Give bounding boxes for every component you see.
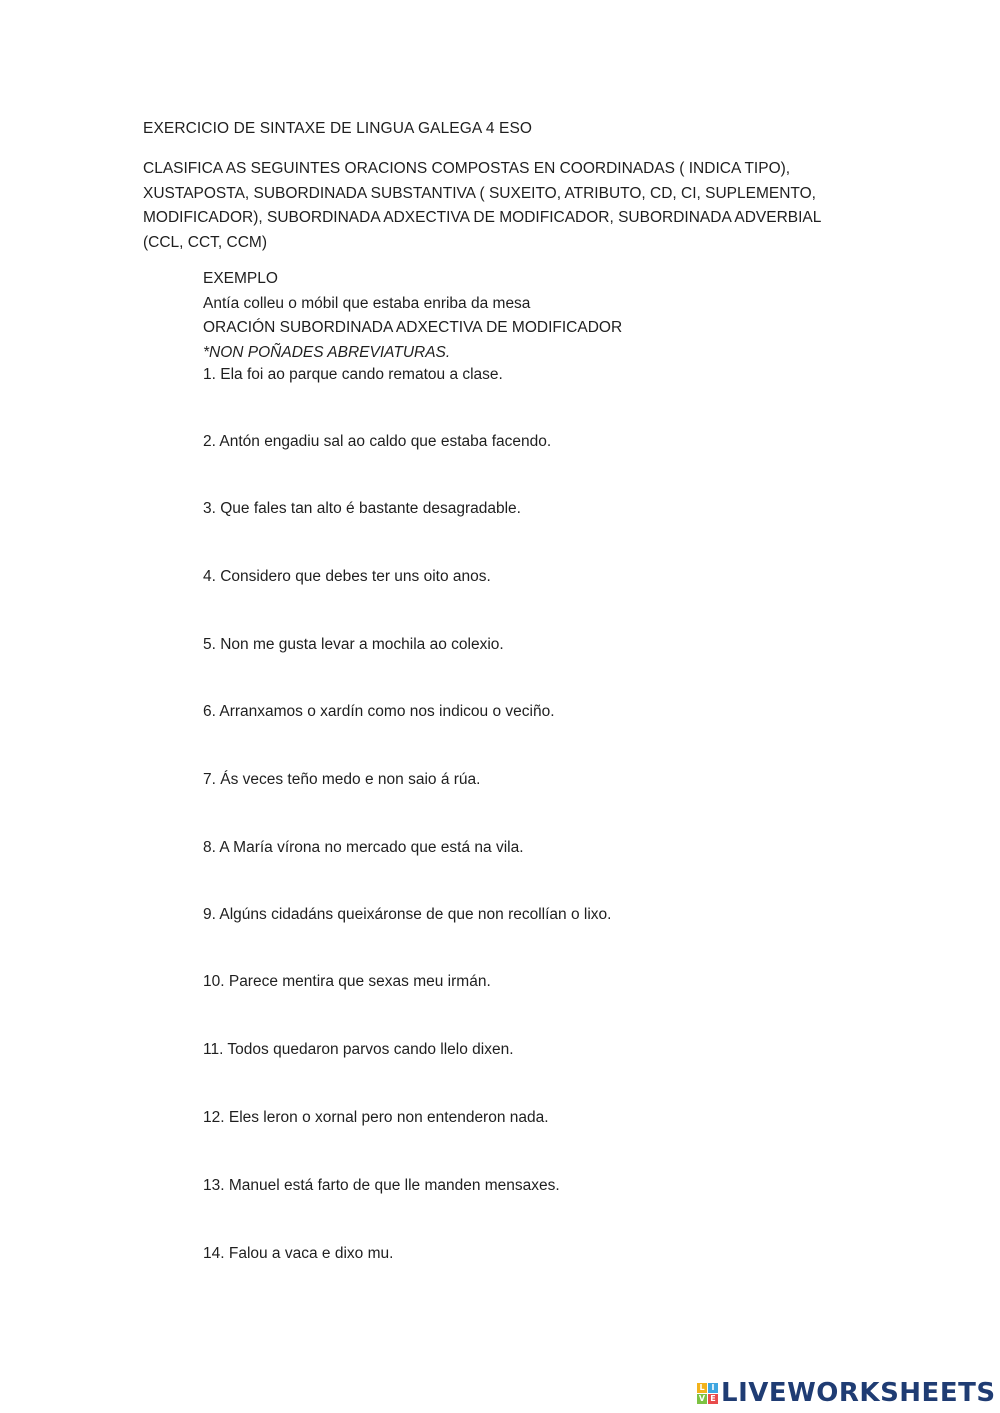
exercise-item: 2. Antón engadiu sal ao caldo que estaba facendo. [203,433,552,450]
instruction-line: CLASIFICA AS SEGUINTES ORACIONS COMPOSTAS EN COORDINADAS ( INDICA TIPO), [143,160,791,177]
exercise-item: 9. Algúns cidadáns queixáronse de que non recollían o lixo. [203,906,612,923]
exercise-item: 4. Considero que debes ter uns oito anos. [203,568,491,585]
exercise-item: 7. Ás veces teño medo e non saio á rúa. [203,771,481,788]
instruction-line: MODIFICADOR), SUBORDINADA ADXECTIVA DE MODIFICADOR, SUBORDINADA ADVERBIAL [143,209,822,226]
exercise-item: 3. Que fales tan alto é bastante desagradable. [203,500,521,517]
exercise-item: 14. Falou a vaca e dixo mu. [203,1245,394,1262]
exercise-item: 5. Non me gusta levar a mochila ao colexio. [203,636,504,653]
instruction-line: XUSTAPOSTA, SUBORDINADA SUBSTANTIVA ( SUXEITO, ATRIBUTO, CD, CI, SUPLEMENTO, [143,184,816,202]
example-block [203,267,622,365]
liveworksheets-logo [697,1377,996,1409]
exercise-item: 6. Arranxamos o xardín como nos indicou o veciño. [203,703,555,720]
example-sentence: Antía colleu o móbil que estaba enriba da mesa [203,294,531,312]
example-label: EXEMPLO [203,270,278,287]
exercise-item: 10. Parece mentira que sexas meu irmán. [203,973,491,990]
example-note: *NON POÑADES ABREVIATURAS. [203,343,451,361]
exercise-item: 8. A María vírona no mercado que está na vila. [203,839,524,856]
worksheet-title: EXERCICIO DE SINTAXE DE LINGUA GALEGA 4 ESO [143,120,533,137]
instructions [143,157,843,255]
logo-mark-icon: L I V E [697,1383,718,1404]
example-answer: ORACIÓN SUBORDINADA ADXECTIVA DE MODIFICADOR [203,319,623,336]
exercise-item: 13. Manuel está farto de que lle manden mensaxes. [203,1177,560,1194]
instruction-line: (CCL, CCT, CCM) [143,233,267,251]
exercise-item: 12. Eles leron o xornal pero non entenderon nada. [203,1109,549,1126]
logo-text: LIVEWORKSHEETS [721,1378,996,1408]
exercise-item: 1. Ela foi ao parque cando rematou a clase. [203,366,503,383]
exercise-item: 11. Todos quedaron parvos cando llelo dixen. [203,1041,514,1058]
